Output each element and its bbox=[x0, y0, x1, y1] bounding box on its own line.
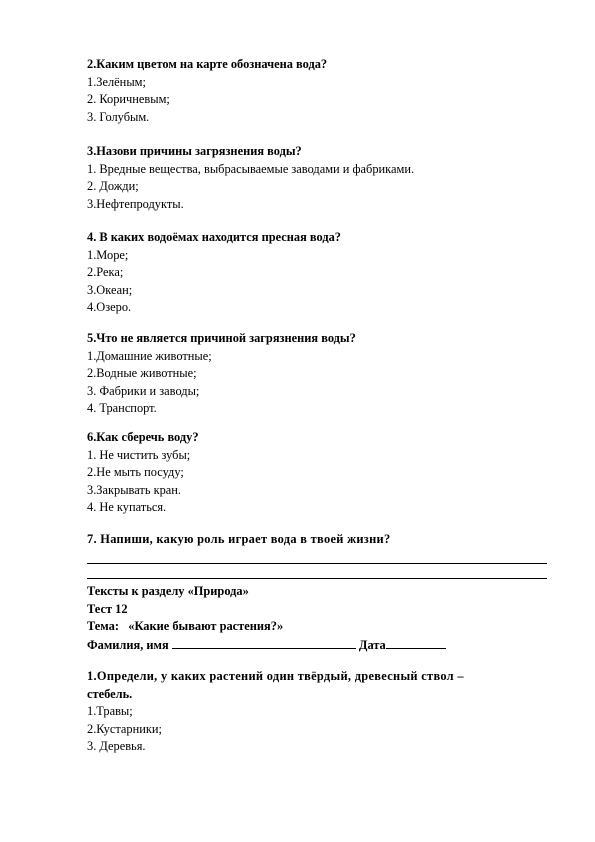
question-4-option-2: 2.Река; bbox=[87, 265, 124, 279]
question-3-option-3: 3.Нефтепродукты. bbox=[87, 196, 184, 211]
date-label: Дата bbox=[358, 637, 386, 652]
test-number: Тест 12 bbox=[87, 601, 128, 616]
answer-line-1[interactable] bbox=[87, 563, 547, 564]
question-5-option-4: 4. Транспорт. bbox=[87, 401, 157, 415]
question-5-option-2: 2.Водные животные; bbox=[87, 366, 197, 380]
question-plants-1-title: 1.Определи, у каких растений один твёрдый, древесный ствол – bbox=[87, 669, 464, 683]
question-plants-1-option-3: 3. Деревья. bbox=[87, 739, 146, 753]
name-date-line bbox=[87, 636, 557, 654]
question-4-option-1: 1.Море; bbox=[87, 247, 129, 262]
question-3 bbox=[87, 143, 557, 213]
question-plants-1-title-cont: стебель. bbox=[87, 686, 133, 701]
question-plants-1-option-1: 1.Травы; bbox=[87, 704, 133, 718]
question-4-title: 4. В каких водоёмах находится пресная вода? bbox=[87, 230, 341, 244]
name-label: Фамилия, имя bbox=[87, 637, 169, 652]
question-6-option-3: 3.Закрывать кран. bbox=[87, 482, 182, 497]
question-5-option-1: 1.Домашние животные; bbox=[87, 348, 212, 363]
section-header bbox=[87, 583, 557, 653]
question-6-option-2: 2.Не мыть посуду; bbox=[87, 465, 184, 479]
question-5-option-3: 3. Фабрики и заводы; bbox=[87, 383, 200, 398]
question-7 bbox=[87, 531, 557, 549]
question-6-option-1: 1. Не чистить зубы; bbox=[87, 447, 191, 462]
question-3-option-1: 1. Вредные вещества, выбрасываемые заводами и фабриками. bbox=[87, 161, 415, 176]
question-4-option-4: 4.Озеро. bbox=[87, 300, 132, 314]
answer-line-2[interactable] bbox=[87, 578, 547, 579]
topic-label: Тема: bbox=[87, 619, 119, 633]
section-title: Тексты к разделу «Природа» bbox=[87, 584, 249, 598]
date-field[interactable] bbox=[386, 636, 446, 649]
question-3-title: 3.Назови причины загрязнения воды? bbox=[87, 144, 302, 158]
question-2 bbox=[87, 56, 557, 126]
question-5 bbox=[87, 330, 557, 418]
question-plants-1 bbox=[87, 668, 557, 756]
question-4 bbox=[87, 229, 557, 317]
question-6-option-4: 4. Не купаться. bbox=[87, 500, 167, 514]
question-2-title: 2.Каким цветом на карте обозначена вода? bbox=[87, 57, 328, 71]
question-6 bbox=[87, 429, 557, 517]
question-3-option-2: 2. Дожди; bbox=[87, 179, 139, 193]
question-2-option-2: 2. Коричневым; bbox=[87, 92, 170, 106]
topic-line bbox=[87, 618, 557, 636]
question-plants-1-option-2: 2.Кустарники; bbox=[87, 721, 162, 736]
question-4-option-3: 3.Океан; bbox=[87, 282, 133, 297]
question-7-title: 7. Напиши, какую роль играет вода в твоей жизни? bbox=[87, 532, 391, 546]
question-2-option-3: 3. Голубым. bbox=[87, 109, 150, 124]
question-5-title: 5.Что не является причиной загрязнения воды? bbox=[87, 331, 356, 345]
name-field[interactable] bbox=[172, 636, 356, 649]
question-2-option-1: 1.Зелёным; bbox=[87, 74, 146, 89]
topic-value: «Какие бывают растения?» bbox=[128, 619, 284, 633]
question-6-title: 6.Как сберечь воду? bbox=[87, 430, 199, 444]
